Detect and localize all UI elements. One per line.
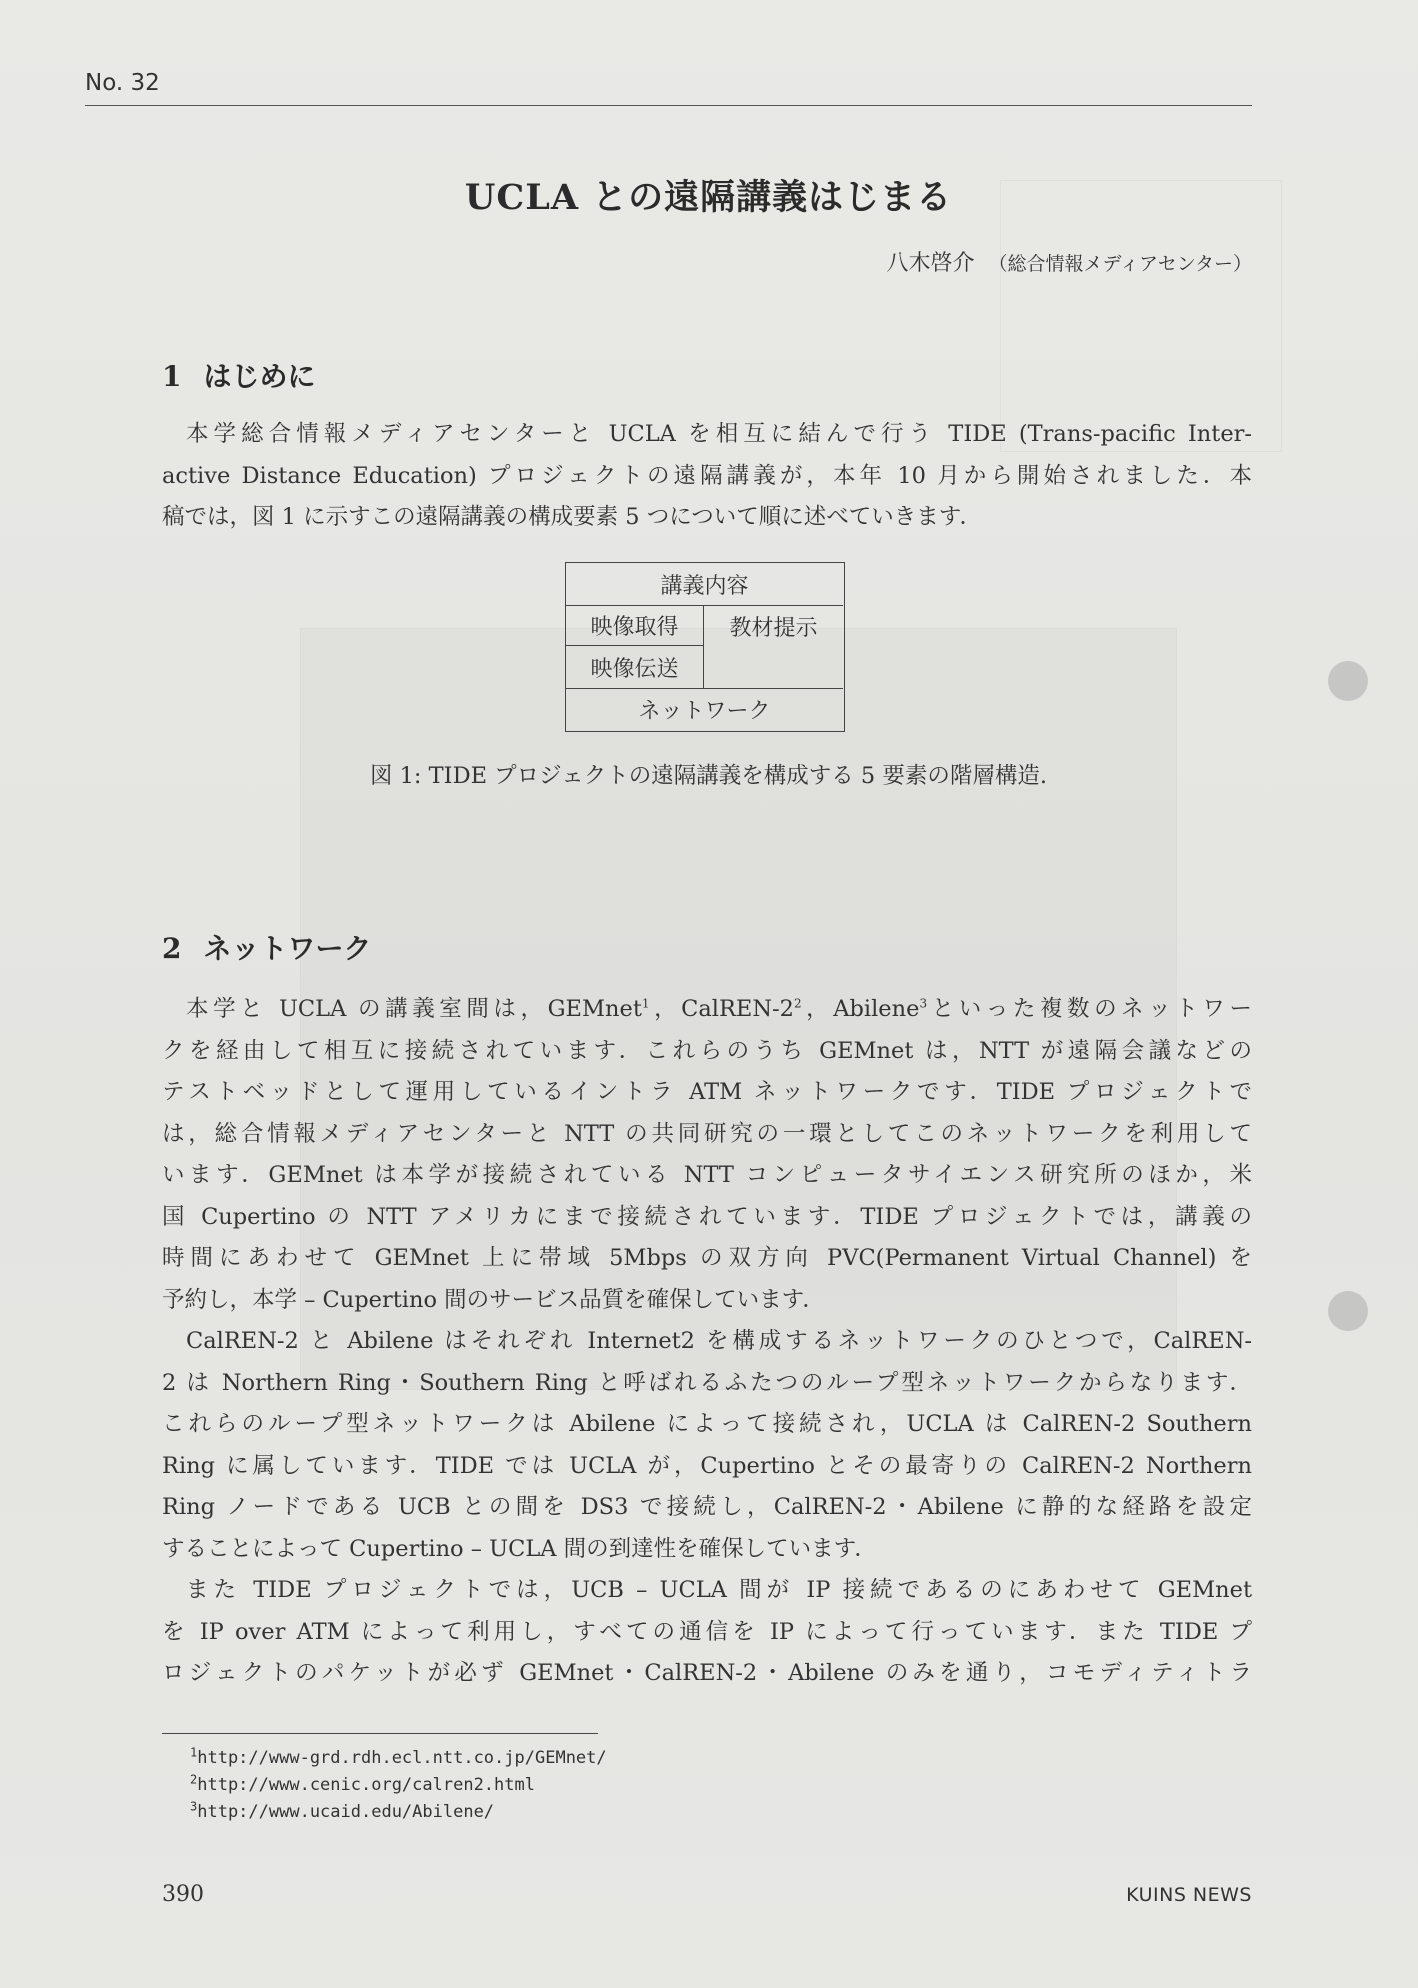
text-line: 国 Cupertino の NTT アメリカにまで接続されています．TIDE プロジェクトでは，講義の: [162, 1203, 1252, 1230]
text-line: ロジェクトのパケットが必ず GEMnet・CalREN-2・Abilene のみを通り，コモディティトラ: [162, 1660, 1252, 1686]
text-line: することによって Cupertino – UCLA 間の到達性を確保しています．: [162, 1535, 877, 1562]
footnote-1: [190, 1745, 607, 1768]
cell-lecture-content: 講義内容: [566, 563, 843, 606]
author-name: 八木啓介: [886, 251, 975, 276]
text-line: クを経由して相互に接続されています．これらのうち GEMnet は，NTT が遠隔会議などの: [162, 1037, 1252, 1064]
bleed-through-frame: [1000, 180, 1282, 452]
footnote-mark: 1: [641, 996, 650, 1011]
text-line: 2 は Northern Ring・Southern Ring と呼ばれるふたつのループ型ネットワークからなります．: [162, 1369, 1252, 1396]
section-title: はじめに: [203, 360, 316, 393]
text-line: います．GEMnet は本学が接続されている NTT コンピュータサイエンス研究所のほか，米: [162, 1162, 1252, 1188]
cell-video-transmission: 映像伝送: [566, 646, 704, 688]
text-line: CalREN-2 と Abilene はそれぞれ Internet2 を構成するネットワークのひとつで，CalREN-: [186, 1328, 1252, 1354]
text-line: Ring ノードである UCB との間を DS3 で接続し，CalREN-2・Abilene に静的な経路を設定: [162, 1494, 1252, 1520]
text-run: ，Abilene: [801, 996, 920, 1022]
text-line: テストベッドとして運用しているイントラ ATM ネットワークです．TIDE プロジェクトで: [162, 1079, 1252, 1105]
footnote-mark: 1: [190, 1745, 198, 1760]
binder-hole-icon: [1328, 661, 1368, 701]
author-line: [886, 246, 1252, 277]
article-title: UCLA との遠隔講義はじまる: [464, 177, 953, 218]
section-number: 1: [162, 360, 182, 393]
section2-paragraph-3: [162, 1570, 1252, 1695]
author-affiliation: （総合情報メディアセンター）: [988, 253, 1252, 275]
footnote-url: http://www.ucaid.edu/Abilene/: [197, 1802, 495, 1822]
journal-name: KUINS NEWS: [1126, 1884, 1252, 1906]
text-line: また TIDE プロジェクトでは，UCB – UCLA 間が IP 接続であるのにあわせて GEMnet: [186, 1577, 1252, 1603]
section2-paragraph-2: [162, 1321, 1252, 1570]
text-run: といった複数のネットワー: [927, 996, 1252, 1022]
binder-hole-icon: [1328, 1291, 1368, 1331]
text-line: 本学総合情報メディアセンターと UCLA を相互に結んで行う TIDE (Trans-pacific Inter-: [186, 421, 1252, 447]
text-line: は，総合情報メディアセンターと NTT の共同研究の一環としてこのネットワークを利用して: [162, 1120, 1252, 1147]
page-number: 390: [162, 1882, 204, 1907]
section-heading-2: [162, 927, 372, 967]
figure-1-hierarchy: [565, 562, 845, 732]
section-heading-1: [162, 355, 316, 395]
text-line: [162, 989, 1252, 1031]
section1-paragraph: [162, 414, 1252, 539]
text-line: 時間にあわせて GEMnet 上に帯域 5Mbps の双方向 PVC(Permanent Virtual Channel) を: [162, 1245, 1252, 1271]
footnote-mark: 3: [919, 996, 928, 1011]
cell-video-capture: 映像取得: [566, 606, 704, 646]
header-rule: [85, 105, 1252, 106]
footnote-mark: 3: [190, 1799, 198, 1814]
footnote-mark: 2: [190, 1772, 198, 1787]
figure-1-caption: 図 1: TIDE プロジェクトの遠隔講義を構成する 5 要素の階層構造.: [369, 763, 1048, 789]
text-line: を IP over ATM によって利用し，すべての通信を IP によって行っています．また TIDE プ: [162, 1618, 1252, 1645]
cell-network: ネットワーク: [566, 688, 843, 730]
footnote-2: [190, 1772, 535, 1795]
section-number: 2: [162, 932, 182, 965]
footnote-rule: [162, 1733, 598, 1734]
text-line: active Distance Education) プロジェクトの遠隔講義が，本年 10 月から開始されました．本: [162, 462, 1252, 489]
text-line: 稿では，図 1 に示すこの遠隔講義の構成要素 5 つについて順に述べていきます．: [162, 504, 982, 530]
footnote-3: [190, 1799, 495, 1822]
issue-number: No. 32: [85, 70, 160, 96]
footnote-url: http://www-grd.rdh.ecl.ntt.co.jp/GEMnet/: [197, 1748, 607, 1768]
section2-paragraph-1: [162, 989, 1252, 1321]
section-title: ネットワーク: [203, 932, 372, 965]
text-run: ，CalREN-2: [649, 996, 794, 1022]
text-line: 予約し，本学 – Cupertino 間のサービス品質を確保しています．: [162, 1286, 825, 1313]
text-line: これらのループ型ネットワークは Abilene によって接続され，UCLA は CalREN-2 Southern: [162, 1411, 1252, 1437]
footnote-mark: 2: [793, 996, 802, 1011]
footnote-url: http://www.cenic.org/calren2.html: [197, 1775, 535, 1795]
text-line: Ring に属しています．TIDE では UCLA が，Cupertino とその最寄りの CalREN-2 Northern: [162, 1452, 1252, 1479]
cell-material-presentation: 教材提示: [729, 615, 818, 641]
text-run: 本学と UCLA の講義室間は，GEMnet: [186, 996, 642, 1022]
